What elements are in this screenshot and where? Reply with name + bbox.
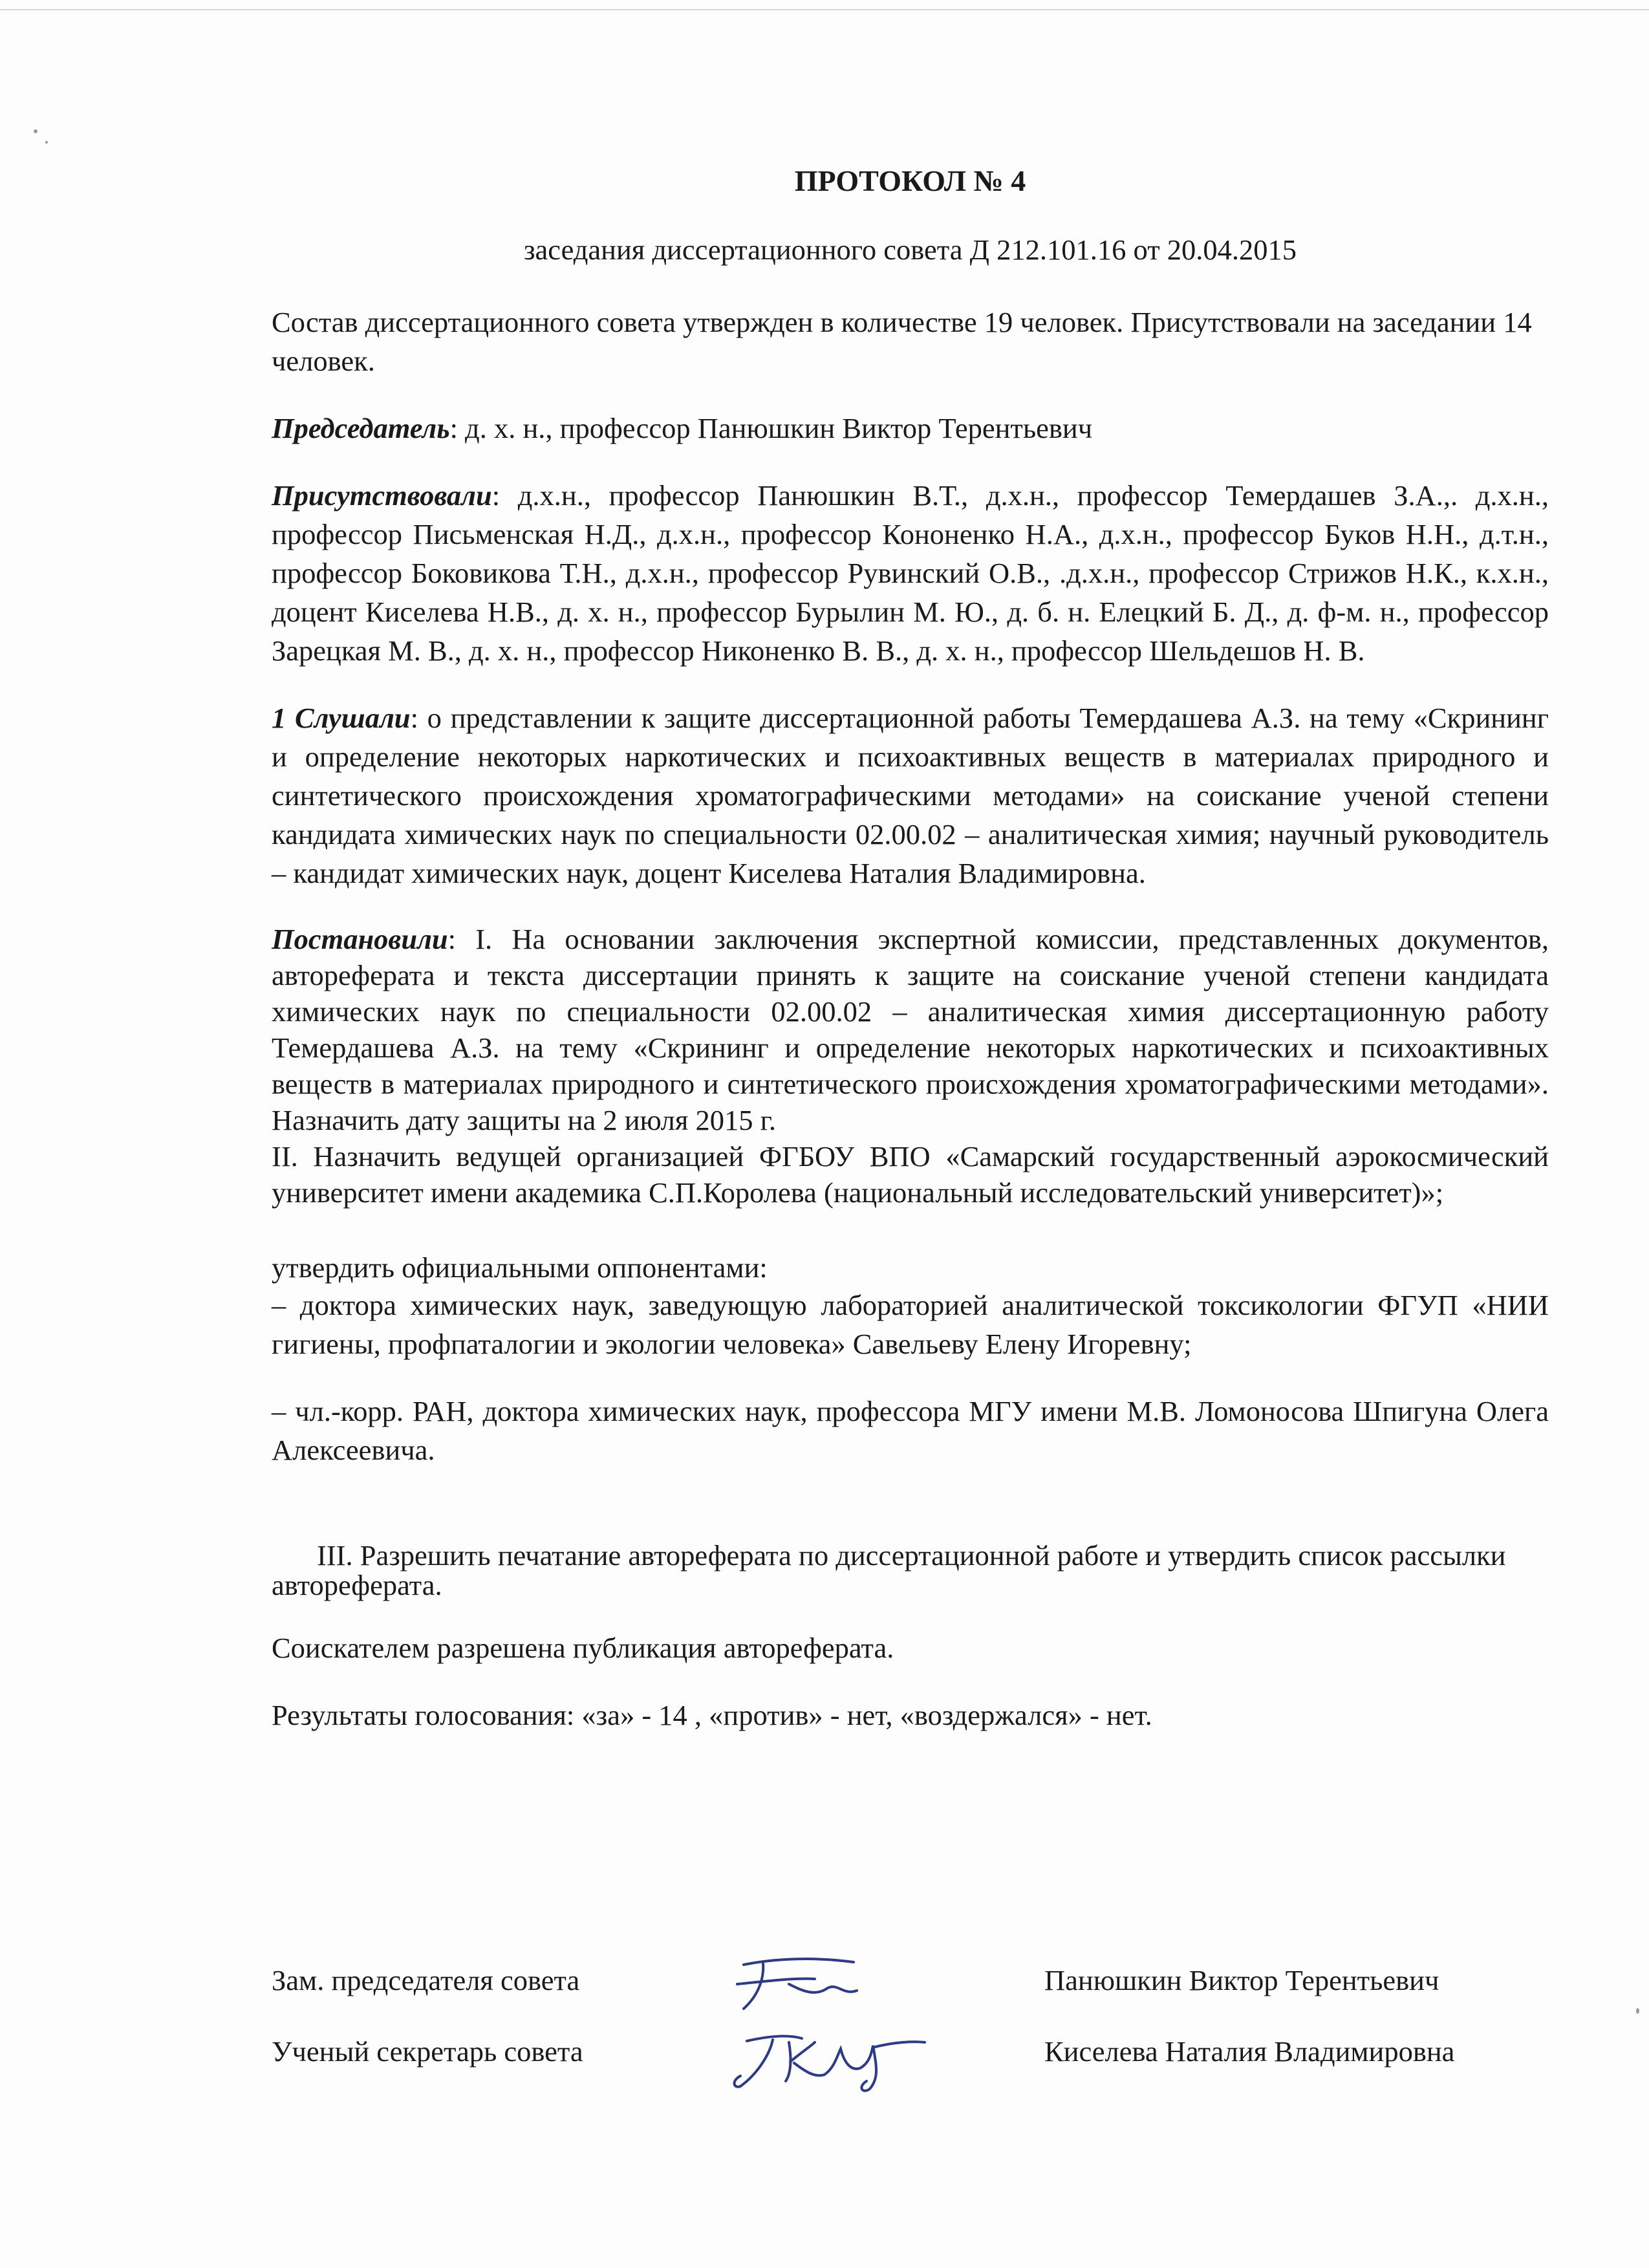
scan-speck — [1636, 2008, 1639, 2014]
scan-speck — [45, 141, 48, 144]
signature-block — [272, 1952, 1549, 2094]
resolved-label: Постановили — [272, 923, 448, 955]
signature-row — [272, 2023, 1549, 2094]
heard-text: : о представлении к защите диссертационной работы Темердашева А.З. на тему «Скрининг и определение некоторых наркотических и психоактивных веществ в материалах природного и синтетического происхождения хроматографическими методами» на соискание ученой степени кандидата химических наук по специальности 02.00.02 – аналитическая химия; научный руководитель – кандидат химических наук, доцент Киселева Наталия Владимировна. — [272, 702, 1549, 889]
council-composition: Состав диссертационного совета утвержден в количестве 19 человек. Присутствовали на заседании 14 человек. — [272, 306, 1532, 377]
scan-speck — [34, 129, 38, 133]
opponents-intro: утвердить официальными оппонентами: — [272, 1251, 768, 1284]
handwritten-signature-2 — [718, 2016, 931, 2094]
resolved-item1: : I. На основании заключения экспертной комиссии, представленных документов, автореферата и текста диссертации принять к защите на соискание ученой степени кандидата химических наук по специальности 02.00.02 – аналитическая химия диссертационную работу Темердашева А.З. на тему «Скрининг и определение некоторых наркотических и психоактивных веществ в материалах природного и синтетического происхождения хроматографическими методами». Назначить дату защиты на 2 июля 2015 г. — [272, 923, 1549, 1136]
chairman-paragraph — [272, 409, 1549, 448]
chairman-label: Председатель — [272, 412, 450, 444]
opponent-1: – доктора химических наук, заведующую лабораторией аналитической токсикологии ФГУП «НИИ гигиены, профпаталогии и экологии человека» Савельеву Елену Игоревну; — [272, 1289, 1549, 1360]
resolved-paragraph — [272, 921, 1549, 1138]
signature-role: Зам. председателя совета — [272, 1964, 580, 1996]
present-label: Присутствовали — [272, 479, 492, 512]
signature-name: Киселева Наталия Владимировна — [1044, 2035, 1455, 2068]
document-body — [272, 162, 1549, 1734]
present-paragraph — [272, 476, 1549, 670]
signature-row — [272, 1952, 1549, 2023]
chairman-text: : д. х. н., профессор Панюшкин Виктор Терентьевич — [449, 412, 1093, 444]
resolved-item2: II. Назначить ведущей организацией ФГБОУ ВПО «Самарский государственный аэрокосмический университет имени академика С.П.Королева (национальный исследовательский университет)»; — [272, 1140, 1549, 1209]
opponent-2: – чл.-корр. РАН, доктора химических наук, профессора МГУ имени М.В. Ломоносова Шпигуна Олега Алексеевича. — [272, 1395, 1549, 1466]
signature-name: Панюшкин Виктор Терентьевич — [1044, 1964, 1439, 1996]
handwritten-signature-1 — [718, 1945, 931, 2023]
voting-results: Результаты голосования: «за» - 14 , «против» - нет, «воздержался» - нет. — [272, 1699, 1152, 1731]
present-text: : д.х.н., профессор Панюшкин В.Т., д.х.н., профессор Темердашев З.А.,. д.х.н., профессор Письменская Н.Д., д.х.н., профессор Кононенко Н.А., д.х.н., профессор Буков Н.Н., д.т.н., профессор Боковикова Т.Н., д.х.н., профессор Рувинский О.В., .д.х.н., профессор Стрижов Н.К., к.х.н., доцент Киселева Н.В., д. х. н., профессор Бурылин М. Ю., д. б. н. Елецкий Б. Д., д. ф-м. н., профессор Зарецкая М. В., д. х. н., профессор Никоненко В. В., д. х. н., профессор Шельдешов Н. В. — [272, 479, 1549, 667]
heard-label: 1 Слушали — [272, 702, 411, 734]
resolved-item3: III. Разрешить печатание автореферата по диссертационной работе и утвердить список рассылки автореферата. — [272, 1539, 1506, 1601]
protocol-title: ПРОТОКОЛ № 4 — [794, 164, 1026, 197]
scan-edge-line — [0, 9, 1649, 10]
signature-role: Ученый секретарь совета — [272, 2035, 583, 2068]
publication-note: Соискателем разрешена публикация автореферата. — [272, 1632, 894, 1664]
heard-paragraph — [272, 698, 1549, 892]
protocol-subtitle: заседания диссертационного совета Д 212.101.16 от 20.04.2015 — [523, 233, 1297, 266]
